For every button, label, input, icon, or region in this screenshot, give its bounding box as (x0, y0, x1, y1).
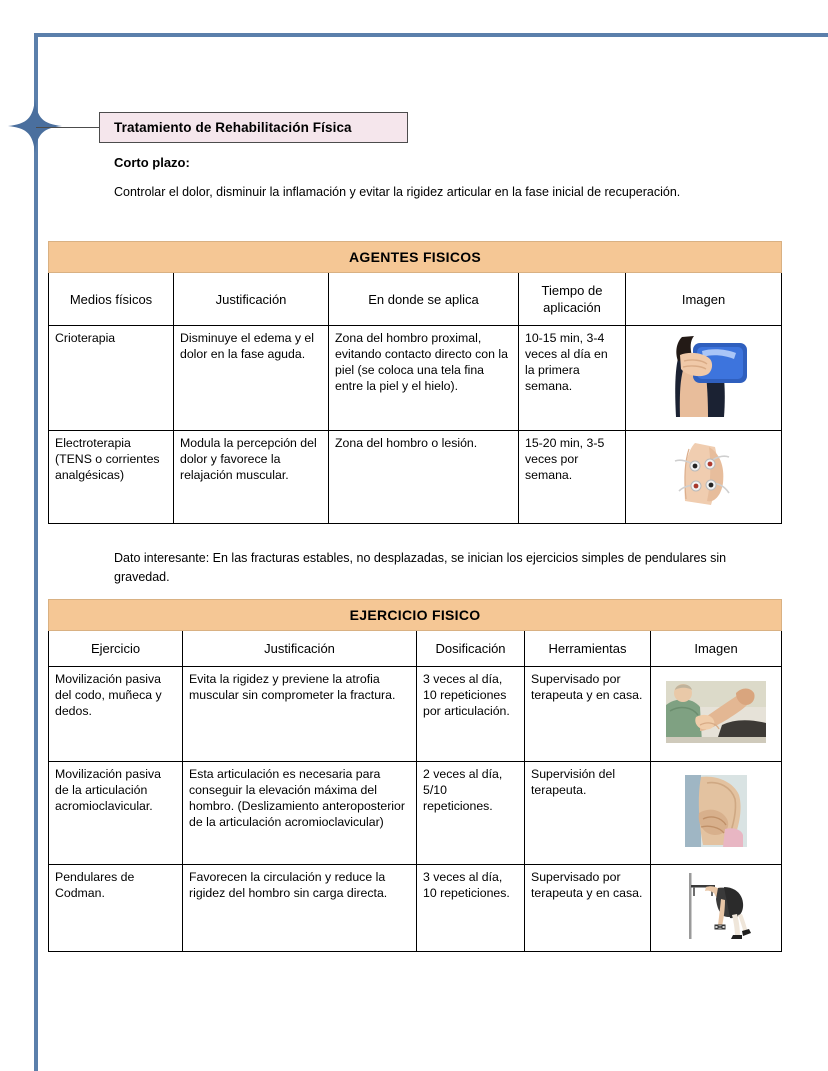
table-row (49, 762, 782, 865)
cell-imagen-movilizacion-codo (651, 667, 782, 762)
section-title-chip (99, 112, 408, 143)
shoulder-joint-glide-photo (681, 773, 751, 849)
title-connector-line (36, 127, 100, 128)
cell-dosificacion-acromioclavicular: 2 veces al día, 5/10 repeticiones. (417, 762, 525, 865)
table-row (49, 431, 782, 524)
col-header-en-donde-se-aplica: En donde se aplica (329, 273, 519, 326)
cell-justificacion-electroterapia: Modula la percepción del dolor y favorece la relajación muscular. (174, 431, 329, 524)
col-header-imagen-2: Imagen (651, 631, 782, 667)
cell-ejercicio-pendulares-codman: Pendulares de Codman. (49, 865, 183, 952)
cell-aplicacion-crioterapia: Zona del hombro proximal, evitando contacto directo con la piel (se coloca una tela fina entre la piel y el hielo). (329, 326, 519, 431)
col-header-justificacion: Justificación (174, 273, 329, 326)
cold-pack-on-shoulder-photo (646, 335, 762, 417)
cell-aplicacion-electroterapia: Zona del hombro o lesión. (329, 431, 519, 524)
cell-imagen-acromioclavicular (651, 762, 782, 865)
col-header-ejercicio: Ejercicio (49, 631, 183, 667)
cell-tiempo-electroterapia: 15-20 min, 3-5 veces por semana. (519, 431, 626, 524)
cell-medio-electroterapia: Electroterapia (TENS o corrientes analgésicas) (49, 431, 174, 524)
table-agentes-fisicos (48, 241, 782, 524)
cell-imagen-electroterapia (626, 431, 782, 524)
short-term-heading: Corto plazo: (114, 155, 190, 170)
cell-imagen-pendulares-codman (651, 865, 782, 952)
sparkle-star-icon (6, 97, 64, 155)
col-header-medios-fisicos: Medios físicos (49, 273, 174, 326)
cell-justificacion-movilizacion-codo: Evita la rigidez y previene la atrofia muscular sin comprometer la fractura. (183, 667, 417, 762)
cell-dosificacion-pendulares-codman: 3 veces al día, 10 repeticiones. (417, 865, 525, 952)
col-header-tiempo-de-aplicacion: Tiempo de aplicación (519, 273, 626, 326)
table-band-row (49, 600, 782, 631)
table-row (49, 865, 782, 952)
cell-justificacion-crioterapia: Disminuye el edema y el dolor en la fase aguda. (174, 326, 329, 431)
table-band-agentes: AGENTES FISICOS (49, 242, 782, 273)
section-title-text: Tratamiento de Rehabilitación Física (114, 120, 352, 135)
cell-tiempo-crioterapia: 10-15 min, 3-4 veces al día en la primera semana. (519, 326, 626, 431)
cell-ejercicio-acromioclavicular: Movilización pasiva de la articulación acromioclavicular. (49, 762, 183, 865)
interesting-fact-text: Dato interesante: En las fracturas estables, no desplazadas, se inician los ejercicios simples de pendulares sin gravedad. (114, 551, 727, 584)
col-header-herramientas: Herramientas (525, 631, 651, 667)
table-band-ejercicio: EJERCICIO FISICO (49, 600, 782, 631)
cell-justificacion-pendulares-codman: Favorecen la circulación y reduce la rigidez del hombro sin carga directa. (183, 865, 417, 952)
table-header-row (49, 273, 782, 326)
table-band-row (49, 242, 782, 273)
col-header-justificacion-2: Justificación (183, 631, 417, 667)
cell-imagen-crioterapia (626, 326, 782, 431)
col-header-dosificacion: Dosificación (417, 631, 525, 667)
therapist-mobilizing-arm-photo (666, 681, 766, 743)
codman-pendulum-exercise-illustration (680, 871, 752, 941)
short-term-objective-text: Controlar el dolor, disminuir la inflamación y evitar la rigidez articular en la fase inicial de recuperación. (114, 185, 681, 199)
table-header-row (49, 631, 782, 667)
tens-electrodes-on-shoulder-photo (665, 439, 743, 511)
cell-herramientas-movilizacion-codo: Supervisado por terapeuta y en casa. (525, 667, 651, 762)
cell-justificacion-acromioclavicular: Esta articulación es necesaria para conseguir la elevación máxima del hombro. (Deslizamiento anteroposterior de la articulación acromioclavicular) (183, 762, 417, 865)
cell-ejercicio-movilizacion-codo: Movilización pasiva del codo, muñeca y dedos. (49, 667, 183, 762)
table-row (49, 326, 782, 431)
cell-medio-crioterapia: Crioterapia (49, 326, 174, 431)
cell-herramientas-pendulares-codman: Supervisado por terapeuta y en casa. (525, 865, 651, 952)
cell-dosificacion-movilizacion-codo: 3 veces al día, 10 repeticiones por articulación. (417, 667, 525, 762)
table-ejercicio-fisico (48, 599, 782, 952)
col-header-imagen: Imagen (626, 273, 782, 326)
cell-herramientas-acromioclavicular: Supervisión del terapeuta. (525, 762, 651, 865)
table-row (49, 667, 782, 762)
